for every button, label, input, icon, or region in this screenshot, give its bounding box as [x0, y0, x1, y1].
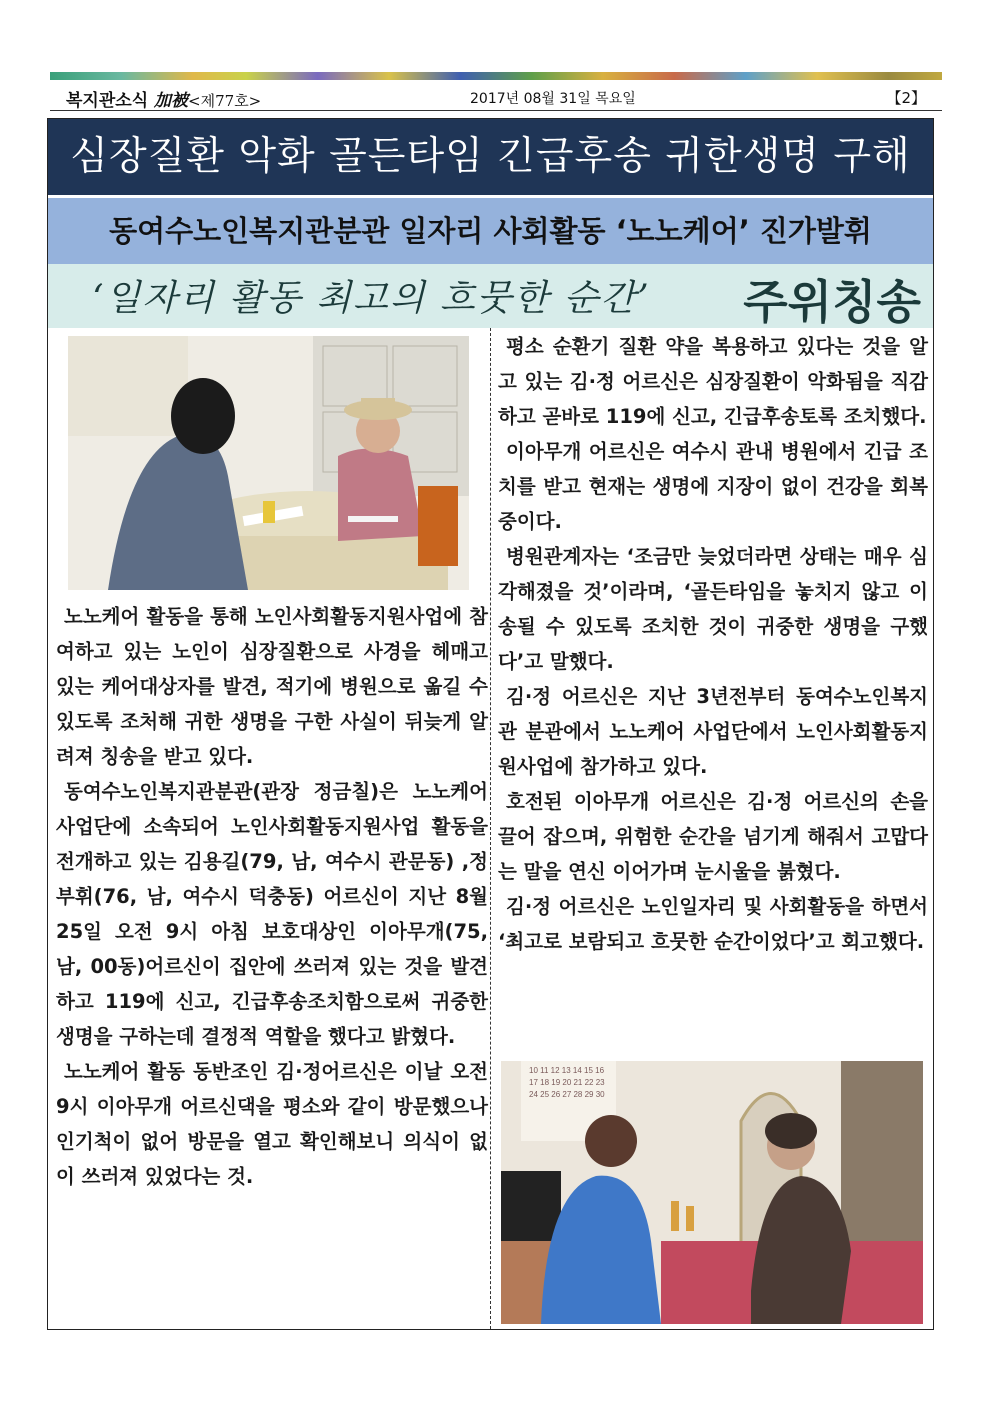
newsletter-masthead — [66, 86, 261, 111]
home-visit-photo — [501, 1061, 923, 1324]
home-visit-photo-illustration — [501, 1061, 923, 1324]
banner-praise: 주위칭송 — [743, 275, 921, 329]
banner — [48, 264, 933, 328]
interview-photo — [68, 336, 469, 590]
page-number: 【2】 — [886, 89, 926, 107]
publication-date: 2017년 08월 31일 목요일 — [470, 91, 636, 107]
right-paragraph-4: 김·정 어르신은 지난 3년전부터 동여수노인복지관 분관에서 노노케어 사업단에서 노인사회활동지원사업에 참가하고 있다. — [498, 685, 928, 778]
newsletter-name: 복지관소식 — [66, 91, 149, 111]
right-column-text — [498, 329, 928, 959]
left-column-text — [56, 599, 488, 1194]
left-paragraph-3: 노노케어 활동 동반조인 김·정어르신은 이날 오전 9시 이아무개 어르신댁을 평소와 같이 방문했으나 인기척이 없어 방문을 열고 확인해보니 의식이 없이 쓰러져 있었다는 것. — [56, 1060, 488, 1188]
column-divider — [490, 328, 491, 1329]
right-paragraph-3: 병원관계자는 ‘조금만 늦었더라면 상태는 매우 심각해졌을 것’이라며, ‘골든타임을 놓치지 않고 이송될 수 있도록 조치한 것이 귀중한 생명을 구했다’고 말했다. — [498, 545, 928, 673]
headline: 심장질환 악화 골든타임 긴급후송 귀한생명 구해 — [48, 119, 933, 195]
calendar-row-1: 10 11 12 13 14 15 16 — [529, 1066, 605, 1075]
subheadline: 동여수노인복지관분관 일자리 사회활동 ‘노노케어’ 진가발휘 — [48, 196, 933, 264]
issue-number: <제77호> — [188, 92, 262, 110]
newsletter-kanji: 加被 — [154, 91, 189, 111]
calendar-row-3: 24 25 26 27 28 29 30 — [529, 1090, 605, 1099]
right-paragraph-5: 호전된 이아무개 어르신은 김·정 어르신의 손을 끌어 잡으며, 위험한 순간을 넘기게 해줘서 고맙다는 말을 연신 이어가며 눈시울을 붉혔다. — [498, 790, 928, 883]
banner-quote: ‘일자리 활동 최고의 흐뭇한 순간’ — [92, 278, 651, 319]
interview-photo-illustration — [68, 336, 469, 590]
right-paragraph-1: 평소 순환기 질환 약을 복용하고 있다는 것을 알고 있는 김·정 어르신은 심장질환이 악화됨을 직감하고 곧바로 119에 신고, 긴급후송토록 조치했다. — [498, 335, 928, 428]
page-header — [50, 82, 942, 111]
calendar-row-2: 17 18 19 20 21 22 23 — [529, 1078, 605, 1087]
article-frame — [47, 118, 934, 1330]
right-paragraph-2: 이아무개 어르신은 여수시 관내 병원에서 긴급 조치를 받고 현재는 생명에 지장이 없이 건강을 회복중이다. — [498, 440, 928, 533]
decorative-color-band — [50, 72, 942, 80]
left-paragraph-2: 동여수노인복지관분관(관장 정금칠)은 노노케어 사업단에 소속되어 노인사회활동지원사업 활동을 전개하고 있는 김용길(79, 남, 여수시 관문동) ,정부휘(76, 남, 여수시 덕충동) 어르신이 지난 8월 25일 오전 9시 아침 보호대상인 이아무개(75, 남, 00동)어르신이 집안에 쓰러져 있는 것을 발견하고 119에 신고, 긴급후송조치함으로써 귀중한 생명을 구하는데 결정적 역할을 했다고 밝혔다. — [56, 780, 488, 1048]
left-paragraph-1: 노노케어 활동을 통해 노인사회활동지원사업에 참여하고 있는 노인이 심장질환으로 사경을 헤매고 있는 케어대상자를 발견, 적기에 병원으로 옮길 수있도록 조처해 귀한 생명을 구한 사실이 뒤늦게 알려져 칭송을 받고 있다. — [56, 605, 488, 768]
right-paragraph-6: 김·정 어르신은 노인일자리 및 사회활동을 하면서 ‘최고로 보람되고 흐뭇한 순간이었다’고 회고했다. — [498, 895, 928, 953]
